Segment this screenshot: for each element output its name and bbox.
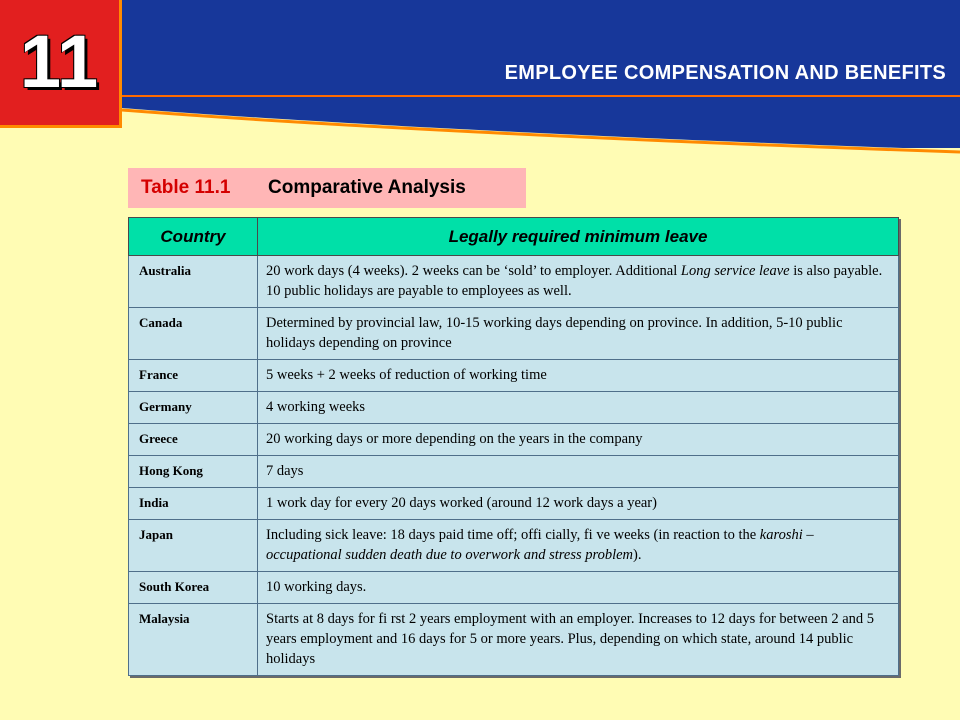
leave-text: Including sick leave: 18 days paid time off; offi cially, fi ve weeks (in reaction to the: [266, 527, 760, 543]
leave-text: is also payable. 10 public holidays are payable to employees as well.: [266, 263, 883, 299]
country-cell: India: [129, 488, 258, 520]
chapter-badge: [0, 0, 122, 128]
table-row: [129, 308, 899, 360]
leave-cell: [258, 424, 899, 456]
column-header-country: Country: [129, 218, 258, 256]
leave-text: ).: [633, 547, 642, 563]
leave-cell: [258, 360, 899, 392]
table-header-row: [129, 218, 899, 256]
table-row: [129, 572, 899, 604]
country-cell: South Korea: [129, 572, 258, 604]
leave-text: 20 working days or more depending on the years in the company: [266, 431, 643, 447]
table-row: [129, 360, 899, 392]
leave-table: [128, 217, 899, 676]
leave-text: Starts at 8 days for fi rst 2 years employment with an employer. Increases to 12 days for between 2 and 5 years employment and 16 days for 5 or more years. Plus, depending on which state, around 14 public holidays: [266, 611, 875, 667]
leave-text: Determined by provincial law, 10-15 working days depending on province. In addition, 5-10 public holidays depending on province: [266, 315, 843, 351]
table-row: [129, 256, 899, 308]
leave-cell: [258, 256, 899, 308]
table-body: [129, 256, 899, 676]
table-caption-title: Comparative Analysis: [268, 177, 466, 198]
leave-cell: [258, 520, 899, 572]
country-cell: Hong Kong: [129, 456, 258, 488]
country-cell: Canada: [129, 308, 258, 360]
column-header-leave: Legally required minimum leave: [258, 218, 899, 256]
country-cell: Germany: [129, 392, 258, 424]
leave-text: 7 days: [266, 463, 304, 479]
leave-cell: [258, 572, 899, 604]
country-cell: Malaysia: [129, 604, 258, 676]
leave-text: 10 working days.: [266, 579, 367, 595]
leave-text: 4 working weeks: [266, 399, 366, 415]
table-row: [129, 520, 899, 572]
country-cell: Japan: [129, 520, 258, 572]
leave-cell: [258, 456, 899, 488]
chapter-number: 11: [19, 20, 99, 103]
table-row: [129, 488, 899, 520]
country-cell: France: [129, 360, 258, 392]
country-cell: Australia: [129, 256, 258, 308]
header-title-underline: [122, 95, 960, 97]
leave-text-italic: karoshi – occupational sudden death due to overwork and stress problem: [266, 527, 814, 563]
leave-cell: [258, 392, 899, 424]
country-cell: Greece: [129, 424, 258, 456]
table-row: [129, 392, 899, 424]
leave-text: 5 weeks + 2 weeks of reduction of working time: [266, 367, 547, 383]
table-caption: [128, 168, 526, 208]
leave-cell: [258, 604, 899, 676]
page-title: EMPLOYEE COMPENSATION AND BENEFITS: [504, 62, 946, 84]
leave-text-italic: Long service leave: [680, 263, 790, 279]
leave-cell: [258, 488, 899, 520]
table-row: [129, 456, 899, 488]
table-row: [129, 604, 899, 676]
leave-cell: [258, 308, 899, 360]
leave-text: 20 work days (4 weeks). 2 weeks can be ‘sold’ to employer. Additional: [266, 263, 681, 279]
table-row: [129, 424, 899, 456]
table-caption-number: Table 11.1: [141, 177, 231, 198]
leave-text: 1 work day for every 20 days worked (around 12 work days a year): [266, 495, 657, 511]
